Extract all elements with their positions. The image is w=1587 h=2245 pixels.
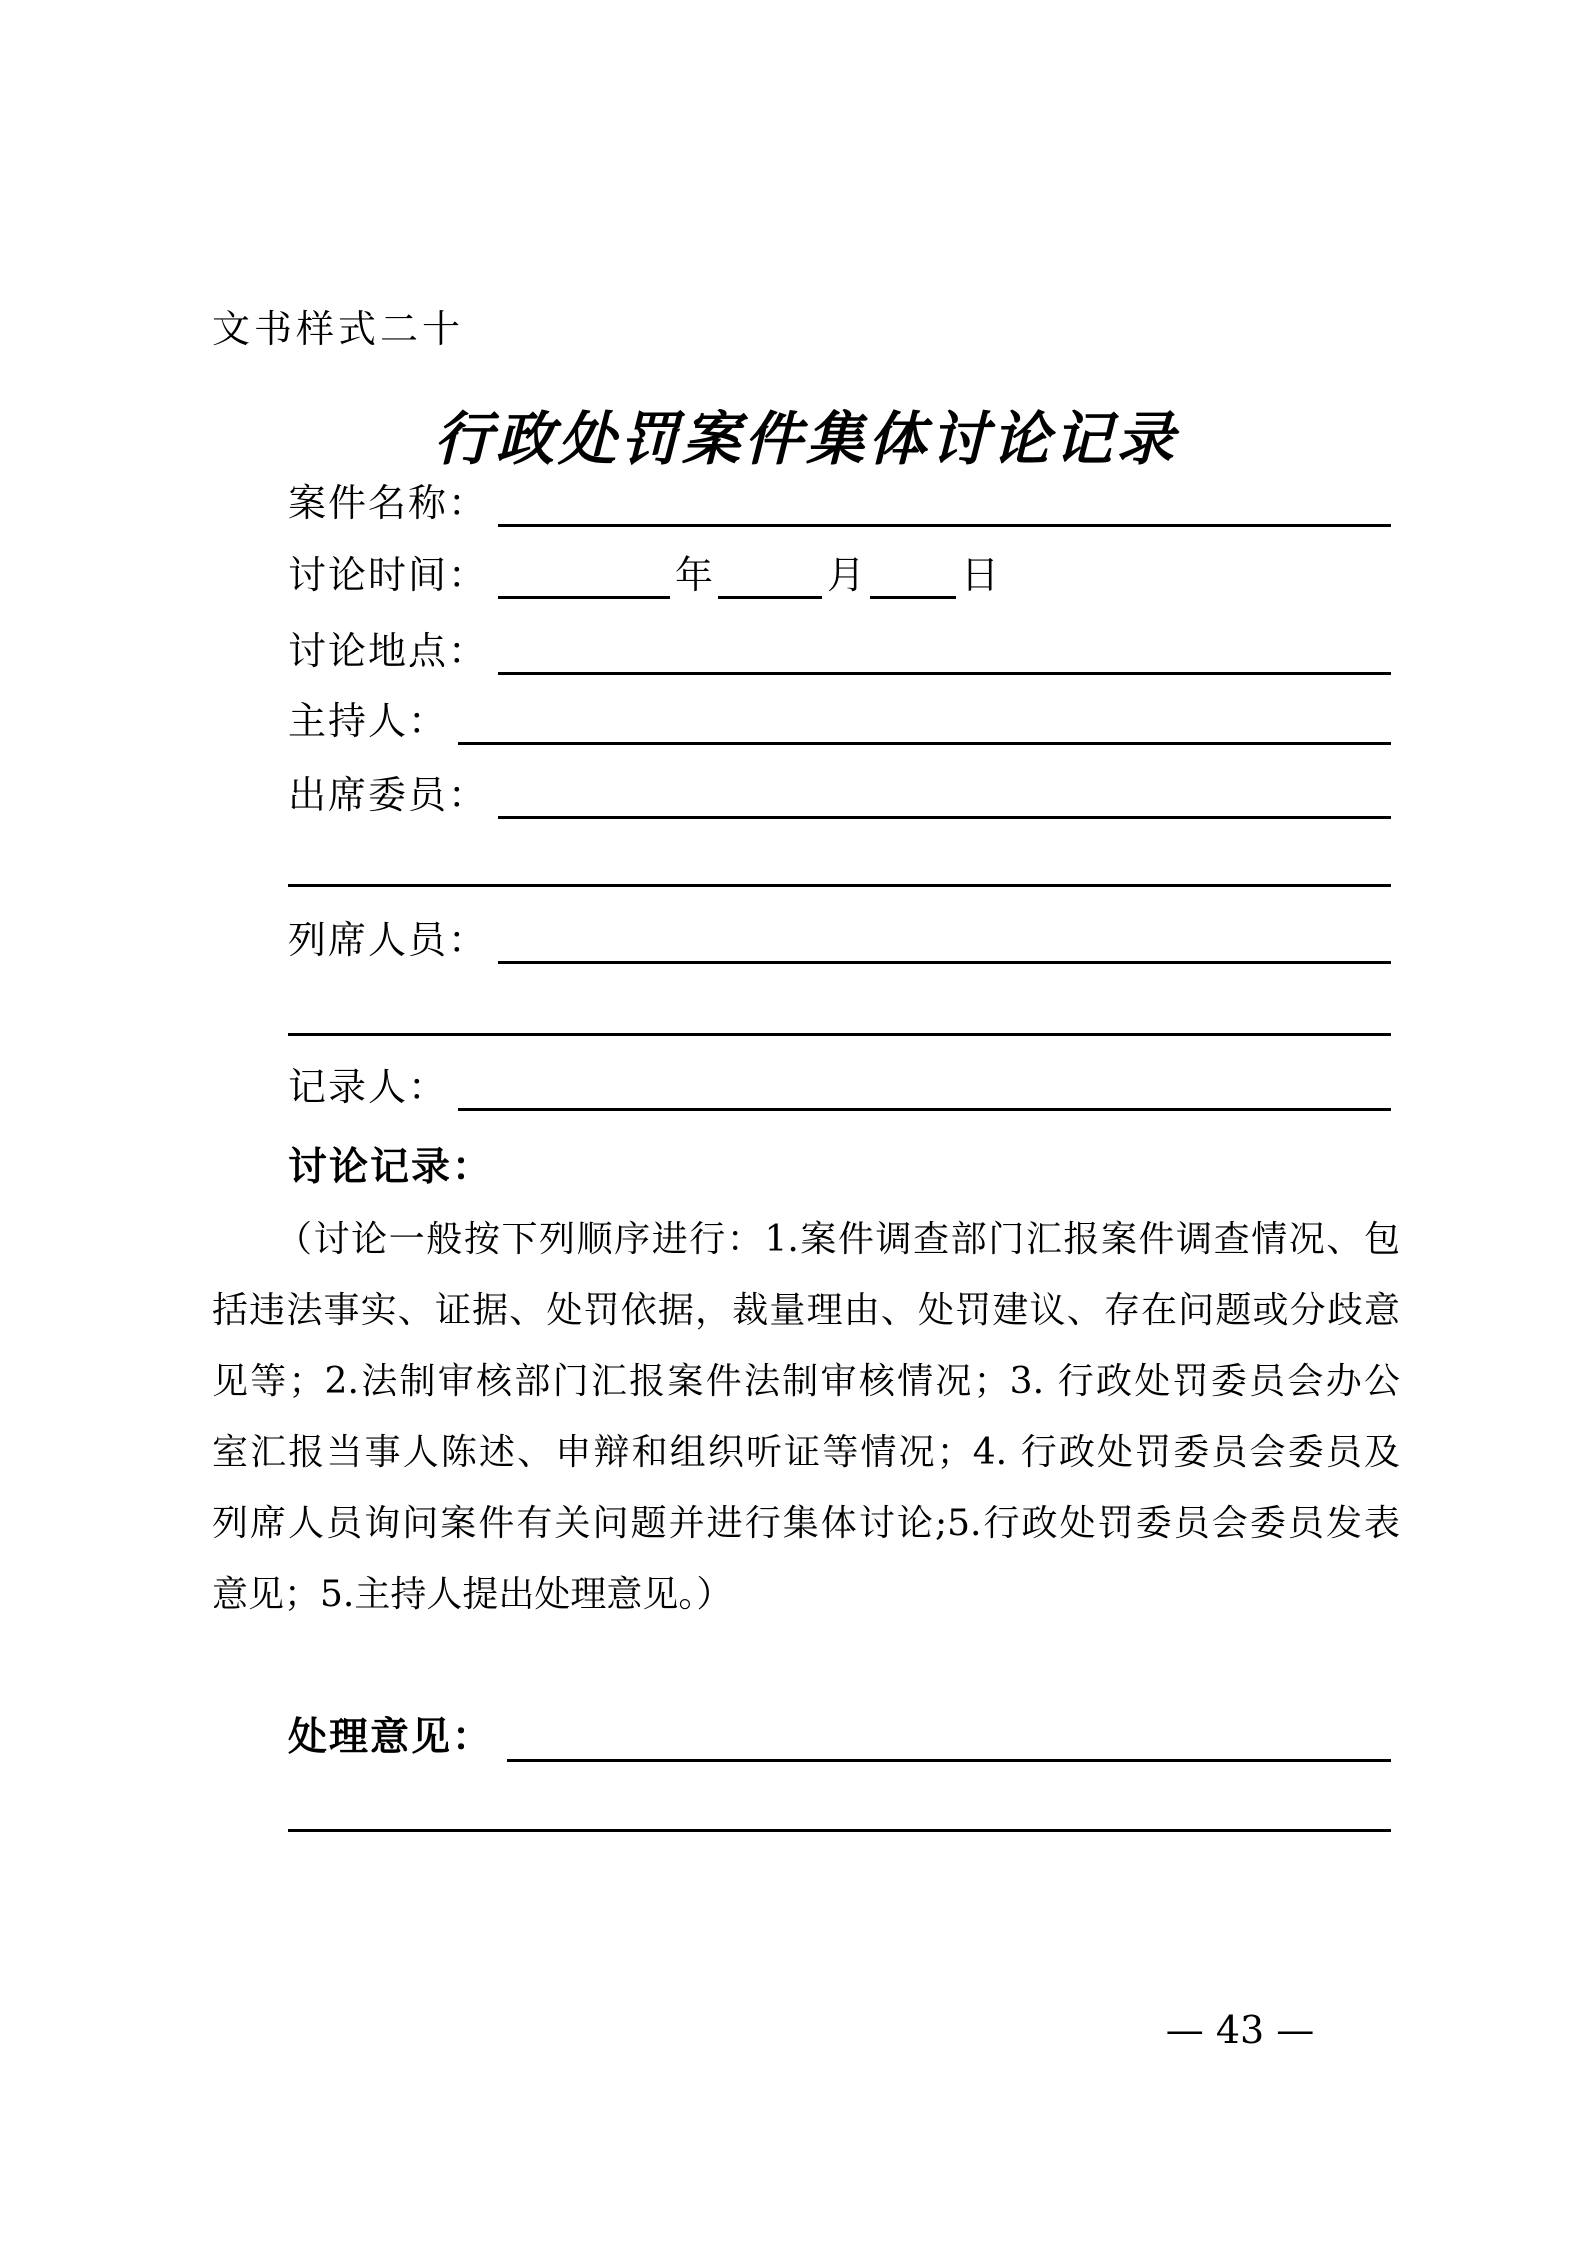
blank-line xyxy=(498,914,1391,964)
field-discussion-location xyxy=(288,625,1391,675)
field-attending-members xyxy=(288,769,1391,819)
field-host xyxy=(288,695,1391,745)
blank-line-year xyxy=(498,549,670,599)
note-line: 意见；5.主持人提出处理意见。） xyxy=(212,1574,733,1615)
discussion-record-heading: 讨论记录： xyxy=(288,1145,494,1190)
continuation-line xyxy=(288,1033,1391,1036)
note-line: 见等；2.法制审核部门汇报案件法制审核情况；3. 行政处罚委员会办公 xyxy=(212,1361,1400,1402)
field-label: 主持人： xyxy=(288,699,449,743)
procedure-note xyxy=(212,1204,1400,1630)
field-label: 案件名称： xyxy=(288,481,489,525)
note-line: （讨论一般按下列顺序进行：1.案件调查部门汇报案件调查情况、包 xyxy=(276,1219,1400,1260)
note-line: 列席人员询问案件有关问题并进行集体讨论;5.行政处罚委员会委员发表 xyxy=(212,1503,1400,1544)
month-label: 月 xyxy=(827,553,866,597)
day-label: 日 xyxy=(961,553,1000,597)
page-number: — 43 — xyxy=(1165,2008,1315,2052)
note-line: 室汇报当事人陈述、申辩和组织听证等情况；4. 行政处罚委员会委员及 xyxy=(212,1432,1400,1473)
field-label: 讨论时间： xyxy=(288,553,489,597)
blank-line-month xyxy=(718,549,822,599)
handling-opinion-heading: 处理意见： xyxy=(288,1715,494,1760)
field-label: 记录人： xyxy=(288,1065,449,1109)
blank-line xyxy=(458,1061,1391,1111)
field-discussion-time xyxy=(288,549,1391,599)
field-handling-opinion xyxy=(288,1712,1391,1762)
blank-line xyxy=(498,625,1391,675)
continuation-line xyxy=(288,1829,1391,1832)
blank-line-day xyxy=(870,549,956,599)
year-label: 年 xyxy=(675,553,714,597)
blank-line xyxy=(498,769,1391,819)
field-recorder xyxy=(288,1061,1391,1111)
field-label: 讨论地点： xyxy=(288,629,489,673)
field-case-name xyxy=(288,477,1391,527)
blank-line xyxy=(458,695,1391,745)
doc-style-label: 文书样式二十 xyxy=(212,307,465,351)
field-label: 出席委员： xyxy=(288,773,489,817)
blank-line xyxy=(498,477,1391,527)
field-label: 列席人员： xyxy=(288,918,489,962)
document-title: 行政处罚案件集体讨论记录 xyxy=(433,405,1178,473)
continuation-line xyxy=(288,884,1391,887)
note-line: 括违法事实、证据、处罚依据，裁量理由、处罚建议、存在问题或分歧意 xyxy=(212,1290,1400,1331)
blank-line xyxy=(507,1712,1391,1762)
field-observers xyxy=(288,914,1391,964)
